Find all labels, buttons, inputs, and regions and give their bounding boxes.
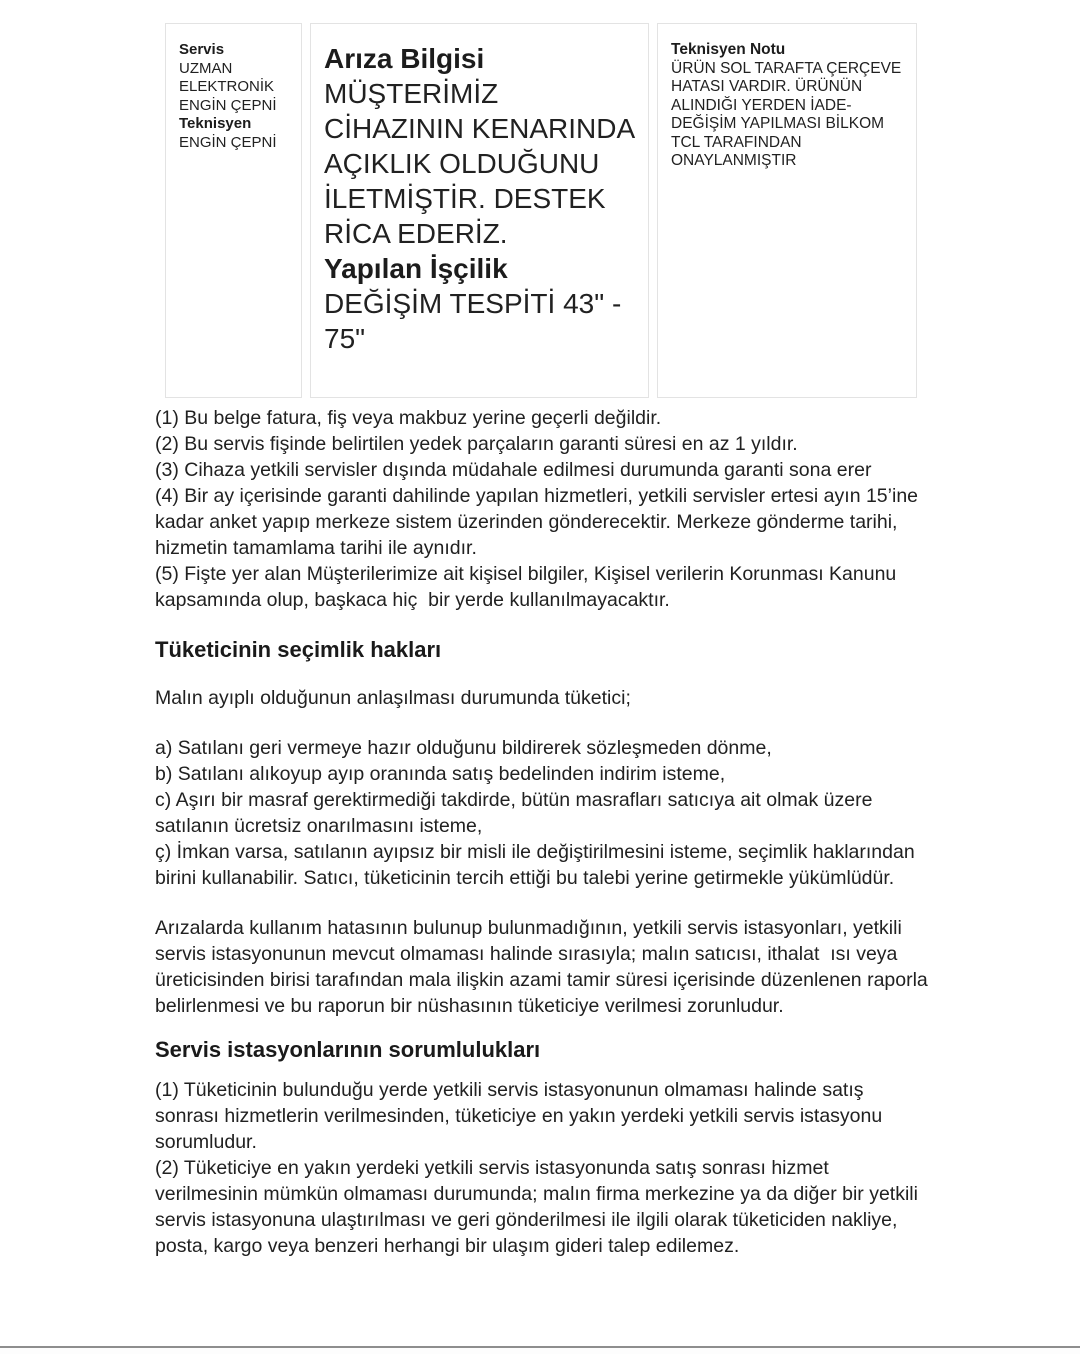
yapilan-iscilik-label: Yapılan İşçilik (324, 253, 508, 284)
sorumluluklar-list (155, 1077, 930, 1259)
ariza-bilgisi-box (310, 23, 649, 398)
yapilan-iscilik-text: DEĞİŞİM TESPİTİ 43" - 75" (324, 288, 622, 354)
ariza-bilgisi-text: MÜŞTERİMİZ CİHAZININ KENARINDA AÇIKLIK OLDUĞUNU İLETMİŞTİR. DESTEK RİCA EDERİZ. (324, 78, 634, 249)
secimlik-haklari-heading: Tüketicinin seçimlik hakları (155, 637, 442, 662)
teknisyen-label: Teknisyen (179, 115, 252, 132)
option-cc: ç) İmkan varsa, satılanın ayıpsız bir misli ile değiştirilmesini isteme, seçimlik haklarından birini kullanabilir. Satıcı, tüketicinin tercih ettiği bu talebi yerine getirmekle yükümlüdür. (155, 841, 921, 889)
teknisyen-notu-text: ÜRÜN SOL TARAFTA ÇERÇEVE HATASI VARDIR. ÜRÜNÜN ALINDIĞI YERDEN İADE-DEĞİŞİM YAPILMASI BİLKOM TCL TARAFINDAN ONAYLANMIŞTIR (671, 59, 902, 169)
bottom-mask (0, 1348, 1080, 1354)
option-c: c) Aşırı bir masraf gerektirmediği takdirde, bütün masrafları satıcıya ait olmak üzere satılanın ücretsiz onarılmasını isteme, (155, 789, 878, 837)
terms-item-2: (2) Bu servis fişinde belirtilen yedek parçaların garanti süresi en az 1 yıldır. (155, 433, 798, 455)
info-boxes-row (165, 23, 917, 398)
option-a: a) Satılanı geri vermeye hazır olduğunu bildirerek sözleşmeden dönme, (155, 737, 772, 759)
terms-item-4: (4) Bir ay içerisinde garanti dahilinde yapılan hizmetleri, yetkili servisler ertesi ayın 15’ine kadar anket yapıp merkeze sistem üzerinden gönderecektir. Merkeze gönderme tarihi, hizmetin tamamlama tarihi ile aynıdır. (155, 485, 924, 559)
sorumluluk-item-1: (1) Tüketicinin bulunduğu yerde yetkili servis istasyonunun olmaması halinde satış sonrası hizmetlerin verilmesinden, tüketiciye en yakın yerdeki yetkili servis istasyonu sorumludur. (155, 1079, 888, 1153)
servis-name: UZMAN ELEKTRONİK ENGİN ÇEPNİ (179, 59, 277, 114)
sorumluluk-item-2: (2) Tüketiciye en yakın yerdeki yetkili servis istasyonunda satış sonrası hizmet verilmesinin mümkün olmaması durumunda; malın firma merkezine ya da diğer bir yetkili servis istasyonuna ulaştırılması ve geri gönderilmesi ile ilgili olarak tüketiciden nakliye, posta, kargo veya benzeri herhangi bir ulaşım gideri talep edilemez. (155, 1157, 924, 1257)
ariza-bilgisi-label: Arıza Bilgisi (324, 43, 485, 74)
terms-item-5: (5) Fişte yer alan Müşterilerimize ait kişisel bilgiler, Kişisel verilerin Korunması Kanunu kapsamında olup, başkaca hiç bir yerde kullanılmayacaktır. (155, 563, 902, 611)
secimlik-intro: Malın ayıplı olduğunun anlaşılması durumunda tüketici; (155, 687, 631, 709)
terms-list (155, 405, 930, 613)
servis-label: Servis (179, 41, 225, 58)
servis-info-box (165, 23, 302, 398)
secimlik-options-list (155, 735, 930, 891)
teknisyen-notu-label: Teknisyen Notu (671, 41, 786, 58)
option-b: b) Satılanı alıkoyup ayıp oranında satış bedelinden indirim isteme, (155, 763, 726, 785)
terms-item-3: (3) Cihaza yetkili servisler dışında müdahale edilmesi durumunda garanti sona erer (155, 459, 872, 481)
teknisyen-name: ENGİN ÇEPNİ (179, 133, 277, 151)
sorumluluklar-heading: Servis istasyonlarının sorumlulukları (155, 1037, 541, 1062)
arizalar-paragraph: Arızalarda kullanım hatasının bulunup bulunmadığının, yetkili servis istasyonları, yetkili servis istasyonunun mevcut olmaması halinde sırasıyla; malın satıcısı, ithalat ısı veya üreticisinden birisi tarafından mala ilişkin azami tamir süresi içerisinde düzenlenen raporla belirlenmesi ve bu raporun bir nüshasının tüketiciye verilmesi zorunludur. (155, 917, 934, 1017)
document-body (155, 405, 934, 1259)
terms-item-1: (1) Bu belge fatura, fiş veya makbuz yerine geçerli değildir. (155, 407, 662, 429)
bottom-divider-line (0, 1346, 1080, 1348)
teknisyen-notu-box (657, 23, 917, 398)
